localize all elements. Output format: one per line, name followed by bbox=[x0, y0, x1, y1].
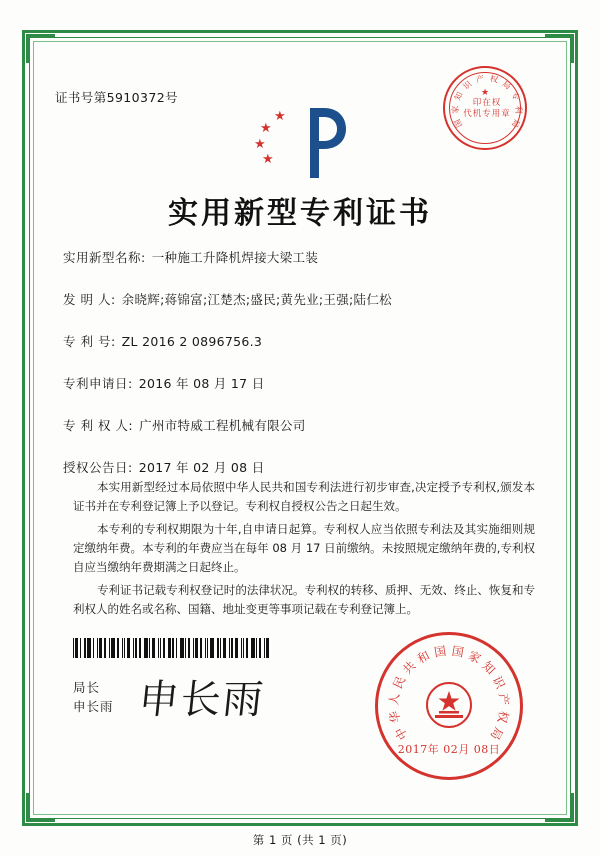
barcode-bar bbox=[246, 638, 248, 658]
barcode-bar bbox=[205, 638, 206, 658]
barcode-bar bbox=[251, 638, 255, 658]
logo-stars-icon bbox=[254, 110, 302, 170]
arc-char: 民 bbox=[390, 674, 409, 691]
seal-star-icon: ★ bbox=[481, 88, 490, 98]
barcode-bar bbox=[109, 638, 110, 658]
field-value: 2016 年 08 月 17 日 bbox=[138, 376, 265, 391]
logo-p-mark-icon bbox=[304, 108, 346, 178]
barcode-bar bbox=[217, 638, 219, 658]
barcode-bar bbox=[266, 638, 269, 658]
barcode-bar bbox=[207, 638, 208, 658]
corner-ornament-bottom-left bbox=[26, 793, 55, 822]
barcode-bar bbox=[163, 638, 165, 658]
arc-char: 和 bbox=[414, 648, 433, 667]
field-value: 余晓辉;蒋锦富;江楚杰;盛民;黄先业;王强;陆仁松 bbox=[121, 292, 392, 307]
barcode-bar bbox=[139, 638, 141, 658]
government-seal-icon bbox=[375, 632, 523, 780]
arc-char: 局 bbox=[487, 724, 506, 743]
barcode-bar bbox=[172, 638, 174, 658]
director-name: 申长雨 bbox=[73, 699, 114, 714]
barcode-bar bbox=[160, 638, 161, 658]
seal-center-text bbox=[445, 98, 529, 120]
seal-line-2: 代机专用章 bbox=[463, 109, 511, 119]
field-row bbox=[63, 458, 537, 476]
field-value: 2017 年 02 月 08 日 bbox=[138, 460, 265, 475]
arc-char: 共 bbox=[400, 658, 419, 678]
barcode-bar bbox=[80, 638, 81, 658]
field-value: ZL 2016 2 0896756.3 bbox=[121, 334, 263, 349]
barcode-bar bbox=[75, 638, 78, 658]
barcode-bar bbox=[220, 638, 221, 658]
field-value: 广州市特威工程机械有限公司 bbox=[139, 418, 306, 433]
barcode-bar bbox=[231, 638, 233, 658]
barcode-bar bbox=[133, 638, 134, 658]
barcode-bar bbox=[243, 638, 244, 658]
field-row bbox=[63, 290, 537, 308]
arc-char: 国 bbox=[450, 643, 465, 660]
barcode-bar bbox=[124, 638, 125, 658]
arc-char: 家 bbox=[465, 648, 484, 667]
barcode-bar bbox=[210, 638, 214, 658]
page-title: 实用新型专利证书 bbox=[168, 196, 432, 231]
patent-logo-icon bbox=[254, 108, 350, 184]
barcode-bar bbox=[97, 638, 98, 658]
corner-ornament-top-left bbox=[26, 34, 55, 63]
barcode-bar bbox=[229, 638, 230, 658]
arc-char: 家 bbox=[450, 105, 461, 114]
arc-char: 局 bbox=[500, 79, 513, 92]
arc-char: 局 bbox=[509, 117, 522, 129]
barcode-bar bbox=[73, 638, 74, 658]
barcode-bar bbox=[193, 638, 194, 658]
barcode-bar bbox=[256, 638, 257, 658]
arc-char: 权 bbox=[489, 74, 499, 85]
field-label: 授权公告日: bbox=[63, 460, 133, 475]
arc-char: 利 bbox=[513, 105, 524, 114]
barcode-bar bbox=[99, 638, 102, 658]
logo-star-2: ★ bbox=[260, 121, 272, 136]
barcode-bar bbox=[176, 638, 177, 658]
barcode-bar bbox=[149, 638, 150, 658]
corner-ornament-bottom-right bbox=[545, 793, 574, 822]
arc-char: 人 bbox=[386, 692, 403, 707]
barcode-bar bbox=[84, 638, 86, 658]
field-label: 专 利 权 人: bbox=[63, 418, 134, 433]
legal-text-block bbox=[73, 478, 535, 623]
seal-line-1: 印在权 bbox=[472, 98, 502, 108]
field-row bbox=[63, 416, 537, 434]
arc-char: 产 bbox=[475, 74, 485, 85]
barcode-bar bbox=[223, 638, 226, 658]
barcode-bar bbox=[264, 638, 265, 658]
legal-paragraph: 本专利的专利权期限为十年,自申请日起算。专利权人应当依照专利法及其实施细则规定缴纳年费。本专利的年费应当在每年 08 月 17 日前缴纳。未按照规定缴纳年费的,专利权自应当缴纳年费期满之日起终止。 bbox=[73, 522, 535, 574]
barcode-bar bbox=[168, 638, 171, 658]
barcode-bar bbox=[93, 638, 94, 658]
barcode-bar bbox=[259, 638, 261, 658]
barcode-bar bbox=[135, 638, 137, 658]
barcode-bar bbox=[180, 638, 184, 658]
arc-char: 权 bbox=[494, 709, 511, 725]
barcode-bar bbox=[195, 638, 198, 658]
arc-char: 知 bbox=[479, 658, 498, 678]
barcode-bar bbox=[188, 638, 190, 658]
barcode-bar bbox=[111, 638, 115, 658]
arc-char: 产 bbox=[495, 692, 512, 707]
arc-char: 识 bbox=[489, 673, 508, 691]
barcode-bar bbox=[235, 638, 238, 658]
director-signature-block bbox=[73, 678, 114, 716]
barcode-bar bbox=[122, 638, 123, 658]
gov-seal-date: 2017年 02月 08日 bbox=[397, 743, 501, 756]
logo-star-4: ★ bbox=[262, 152, 274, 167]
arc-char: 知 bbox=[452, 90, 465, 102]
field-label: 专 利 号: bbox=[63, 334, 116, 349]
field-value: 一种施工升降机焊接大梁工装 bbox=[151, 250, 319, 265]
logo-star-3: ★ bbox=[254, 137, 266, 152]
field-list bbox=[63, 248, 537, 500]
page-footer: 第 1 页 (共 1 页) bbox=[252, 833, 348, 847]
national-emblem-icon bbox=[423, 679, 475, 731]
barcode-bar bbox=[241, 638, 242, 658]
director-label: 局长 bbox=[73, 680, 101, 695]
arc-char: 国 bbox=[452, 117, 465, 129]
field-row bbox=[63, 332, 537, 350]
legal-paragraph: 专利证书记载专利权登记时的法律状况。专利权的转移、质押、无效、终止、恢复和专利权人的姓名或名称、国籍、地址变更等事项记载在专利登记簿上。 bbox=[73, 583, 535, 616]
arc-char: 华 bbox=[387, 709, 404, 725]
barcode-bar bbox=[200, 638, 202, 658]
barcode-bar bbox=[87, 638, 91, 658]
arc-char: 专 bbox=[509, 90, 522, 102]
field-row bbox=[63, 374, 537, 392]
corner-ornament-top-right bbox=[545, 34, 574, 63]
barcode-bar bbox=[144, 638, 148, 658]
arc-char: 中 bbox=[392, 724, 411, 743]
barcode-bar bbox=[158, 638, 159, 658]
field-row bbox=[63, 248, 537, 266]
field-label: 专利申请日: bbox=[63, 376, 133, 391]
barcode-bar bbox=[152, 638, 155, 658]
legal-paragraph: 本实用新型经过本局依照中华人民共和国专利法进行初步审查,决定授予专利权,颁发本证书并在专利登记簿上予以登记。专利权自授权公告之日起生效。 bbox=[73, 480, 535, 513]
patent-office-seal-icon bbox=[443, 66, 527, 150]
barcode bbox=[73, 638, 269, 658]
logo-star-1: ★ bbox=[274, 109, 286, 124]
arc-char: 国 bbox=[433, 643, 448, 660]
barcode-bar bbox=[104, 638, 106, 658]
handwritten-signature: 申长雨 bbox=[136, 677, 268, 723]
certificate-number: 证书号第5910372号 bbox=[55, 90, 178, 105]
field-label: 发 明 人: bbox=[63, 292, 116, 307]
barcode-bar bbox=[117, 638, 119, 658]
certificate-content bbox=[55, 60, 545, 801]
field-label: 实用新型名称: bbox=[63, 250, 146, 265]
barcode-bar bbox=[127, 638, 130, 658]
arc-char: 识 bbox=[461, 79, 474, 92]
barcode-bar bbox=[185, 638, 186, 658]
